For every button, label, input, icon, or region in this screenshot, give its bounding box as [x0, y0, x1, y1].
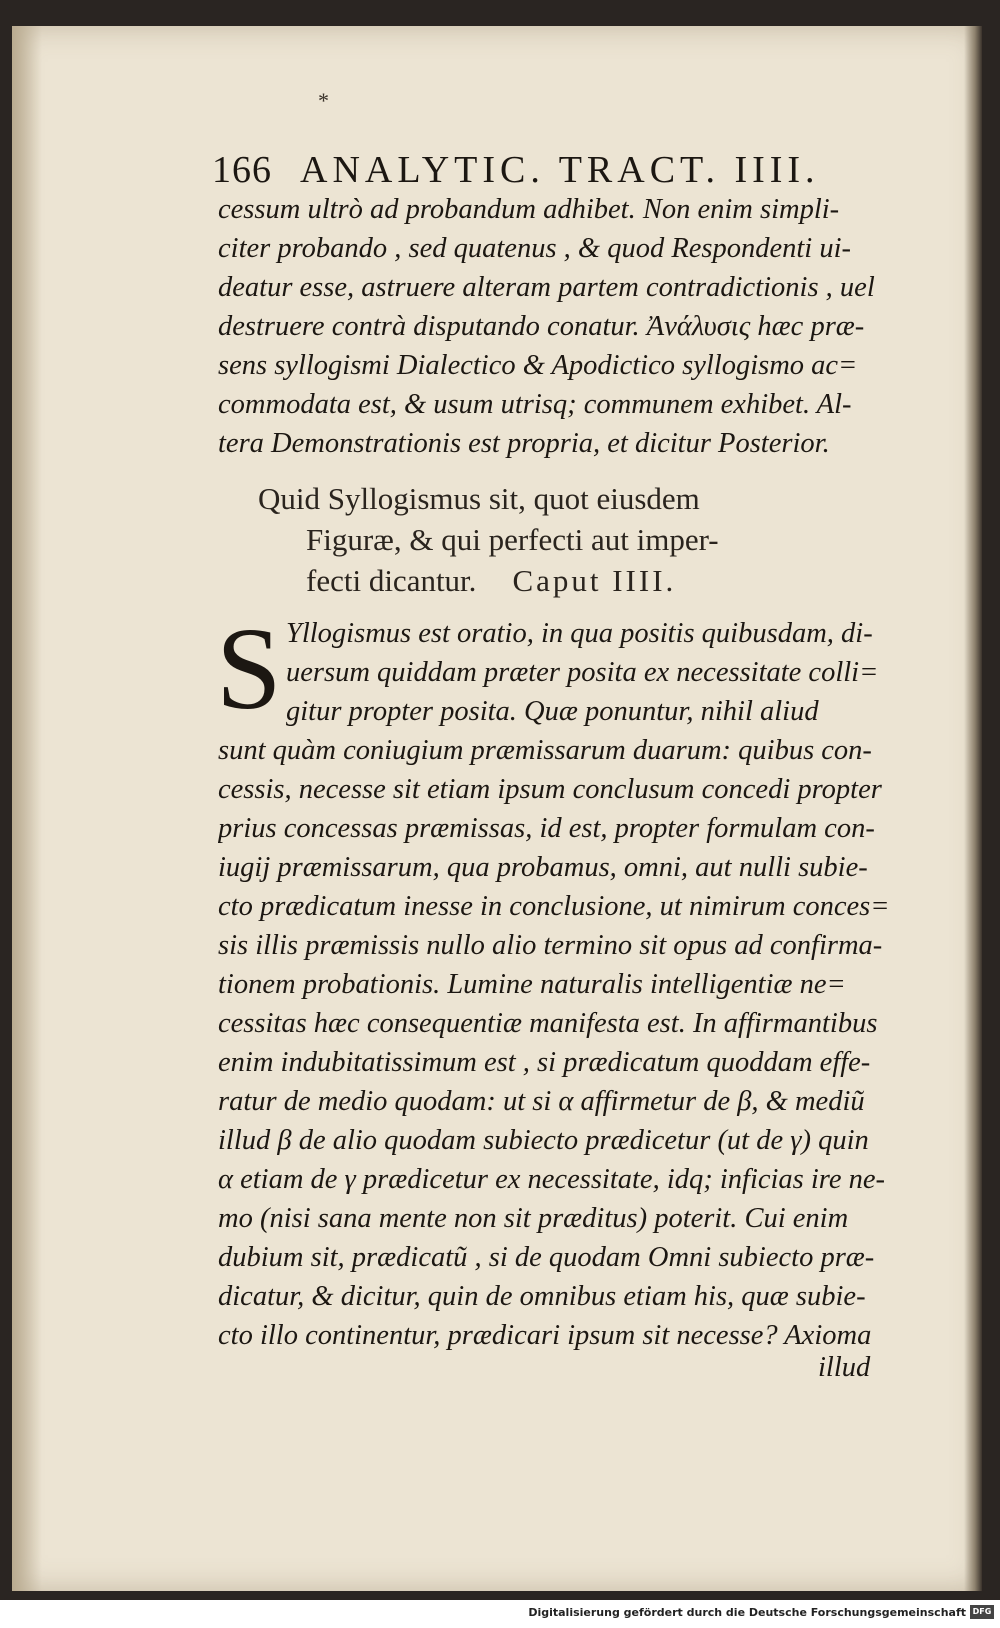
page-gutter-shadow — [12, 26, 42, 1591]
text-line: sis illis præmissis nullo alio termino sit opus ad confirma- — [218, 930, 883, 961]
text-line: cessitas hæc consequentiæ manifesta est. In affirmantibus — [218, 1008, 878, 1039]
funding-credit: Digitalisierung gefördert durch die Deutsche Forschungsgemeinschaft — [528, 1606, 966, 1619]
footer-bar — [0, 1600, 1000, 1628]
text-line: cto prædicatum inesse in conclusione, ut nimirum conces= — [218, 891, 890, 922]
paragraph-1 — [218, 190, 898, 463]
text-line: destruere contrà disputando conatur. Ἀνάλυσις hæc præ- — [218, 311, 865, 342]
text-line: citer probando , sed quatenus , & quod Respondenti ui- — [218, 233, 851, 264]
text-line: cessis, necesse sit etiam ipsum conclusum concedi propter — [218, 774, 882, 805]
chapter-heading — [258, 478, 878, 601]
running-title: ANALYTIC. TRACT. IIII. — [300, 149, 820, 191]
paragraph-2 — [218, 614, 898, 1355]
chapter-number: Caput IIII. — [512, 563, 677, 598]
heading-line: Quid Syllogismus sit, quot eiusdem — [258, 481, 700, 516]
text-line: dicatur, & dicitur, quin de omnibus etiam his, quæ subie- — [218, 1281, 866, 1312]
text-line: tera Demonstrationis est propria, et dicitur Posterior. — [218, 428, 830, 459]
heading-line-text: fecti dicantur. — [306, 563, 477, 598]
text-line: uersum quiddam præter posita ex necessitate colli= — [286, 657, 879, 688]
text-line: dubium sit, prædicatũ , si de quodam Omni subiecto præ- — [218, 1242, 875, 1273]
text-line: enim indubitatissimum est , si prædicatum quoddam effe- — [218, 1047, 871, 1078]
running-head — [212, 148, 902, 192]
text-line: cto illo continentur, prædicari ipsum sit necesse? Axioma — [218, 1320, 872, 1351]
text-line: tionem probationis. Lumine naturalis intelligentiæ ne= — [218, 969, 846, 1000]
text-line: sunt quàm coniugium præmissarum duarum: quibus con- — [218, 735, 872, 766]
text-line: Yllogismus est oratio, in qua positis quibusdam, di- — [286, 618, 873, 649]
text-line: α etiam de γ prædicetur ex necessitate, idq; inficias ire ne- — [218, 1164, 886, 1195]
text-line: illud β de alio quodam subiecto prædicetur (ut de γ) quin — [218, 1125, 869, 1156]
text-line: iugij præmissarum, qua probamus, omni, aut nulli subie- — [218, 852, 868, 883]
text-line: prius concessas præmissas, id est, propter formulam con- — [218, 813, 875, 844]
page-number: 166 — [212, 149, 272, 191]
text-line: mo (nisi sana mente non sit præditus) poterit. Cui enim — [218, 1203, 849, 1234]
catchword: illud — [818, 1352, 871, 1383]
drop-capital: S — [216, 603, 282, 734]
text-line: sens syllogismi Dialectico & Apodictico syllogismo ac= — [218, 350, 858, 381]
text-line: commodata est, & usum utrisq; communem exhibet. Al- — [218, 389, 852, 420]
text-line: gitur propter posita. Quæ ponuntur, nihil aliud — [286, 696, 819, 727]
text-line: cessum ultrò ad probandum adhibet. Non enim simpli- — [218, 194, 840, 225]
ornament-mark: * — [318, 88, 329, 113]
text-line: ratur de medio quodam: ut si α affirmetur de β, & mediũ — [218, 1086, 865, 1117]
page-edge — [964, 26, 982, 1591]
heading-line: Figuræ, & qui perfecti aut imper- — [306, 522, 719, 557]
dfg-logo: DFG — [970, 1605, 994, 1619]
heading-line — [258, 560, 878, 601]
text-line: deatur esse, astruere alteram partem contradictionis , uel — [218, 272, 875, 303]
